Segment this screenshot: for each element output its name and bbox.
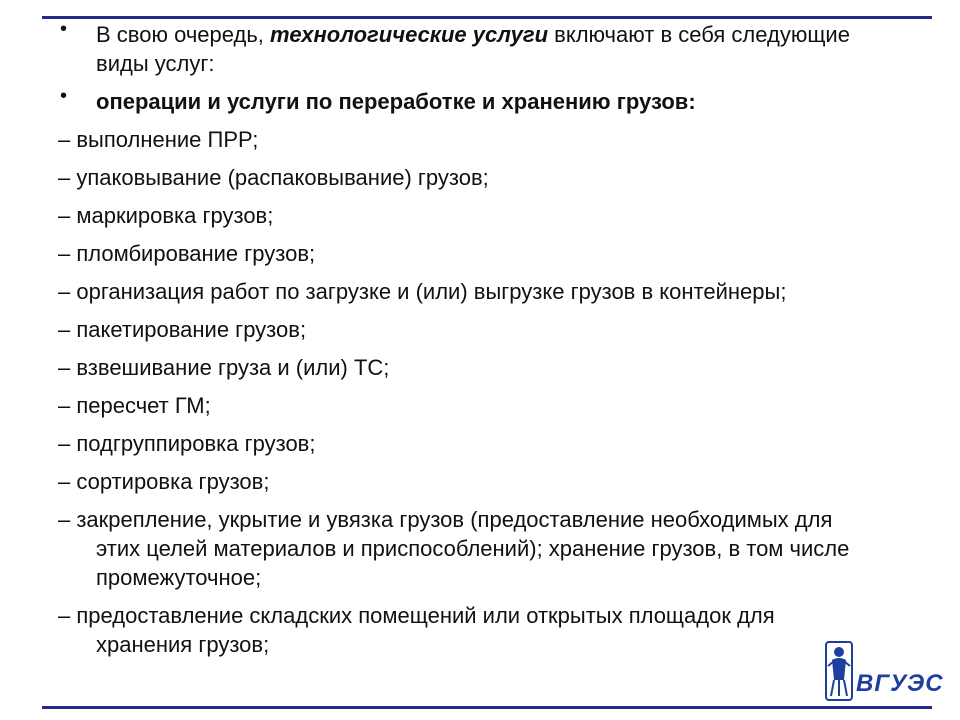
slide-content <box>58 20 858 668</box>
section-heading-text: операции и услуги по переработке и хранению грузов: <box>96 89 696 114</box>
logo-text: ВГУЭС <box>856 670 944 697</box>
list-item: – пересчет ГМ; <box>58 393 211 418</box>
list-item: – упаковывание (распаковывание) грузов; <box>58 165 489 190</box>
intro-paragraph <box>58 20 858 78</box>
list-item: – пакетирование грузов; <box>58 317 307 342</box>
intro-text-end: включают в себя следующие виды услуг: <box>96 22 850 76</box>
list-item: – подгруппировка грузов; <box>58 431 316 456</box>
bullet-icon: • <box>60 18 68 40</box>
list-item: – сортировка грузов; <box>58 469 270 494</box>
bullet-icon: • <box>60 85 68 107</box>
university-logo <box>820 636 950 704</box>
list-item: – пломбирование грузов; <box>58 241 316 266</box>
intro-emphasis: технологические услуги <box>270 22 549 47</box>
top-divider <box>42 16 932 19</box>
list-item: – организация работ по загрузке и (или) выгрузке грузов в контейнеры; <box>58 279 787 304</box>
section-heading <box>58 87 858 116</box>
list-item: – взвешивание груза и (или) ТС; <box>58 355 390 380</box>
list-item: – выполнение ПРР; <box>58 127 259 152</box>
intro-text-start: В свою очередь, <box>96 22 271 47</box>
list-item: – закрепление, укрытие и увязка грузов (предоставление необходимых для этих целей материалов и приспособлений); хранение грузов, в том числе промежуточное; <box>58 507 850 590</box>
list-item: – предоставление складских помещений или открытых площадок для хранения грузов; <box>58 603 775 657</box>
bottom-divider <box>42 706 932 709</box>
list-item: – маркировка грузов; <box>58 203 274 228</box>
